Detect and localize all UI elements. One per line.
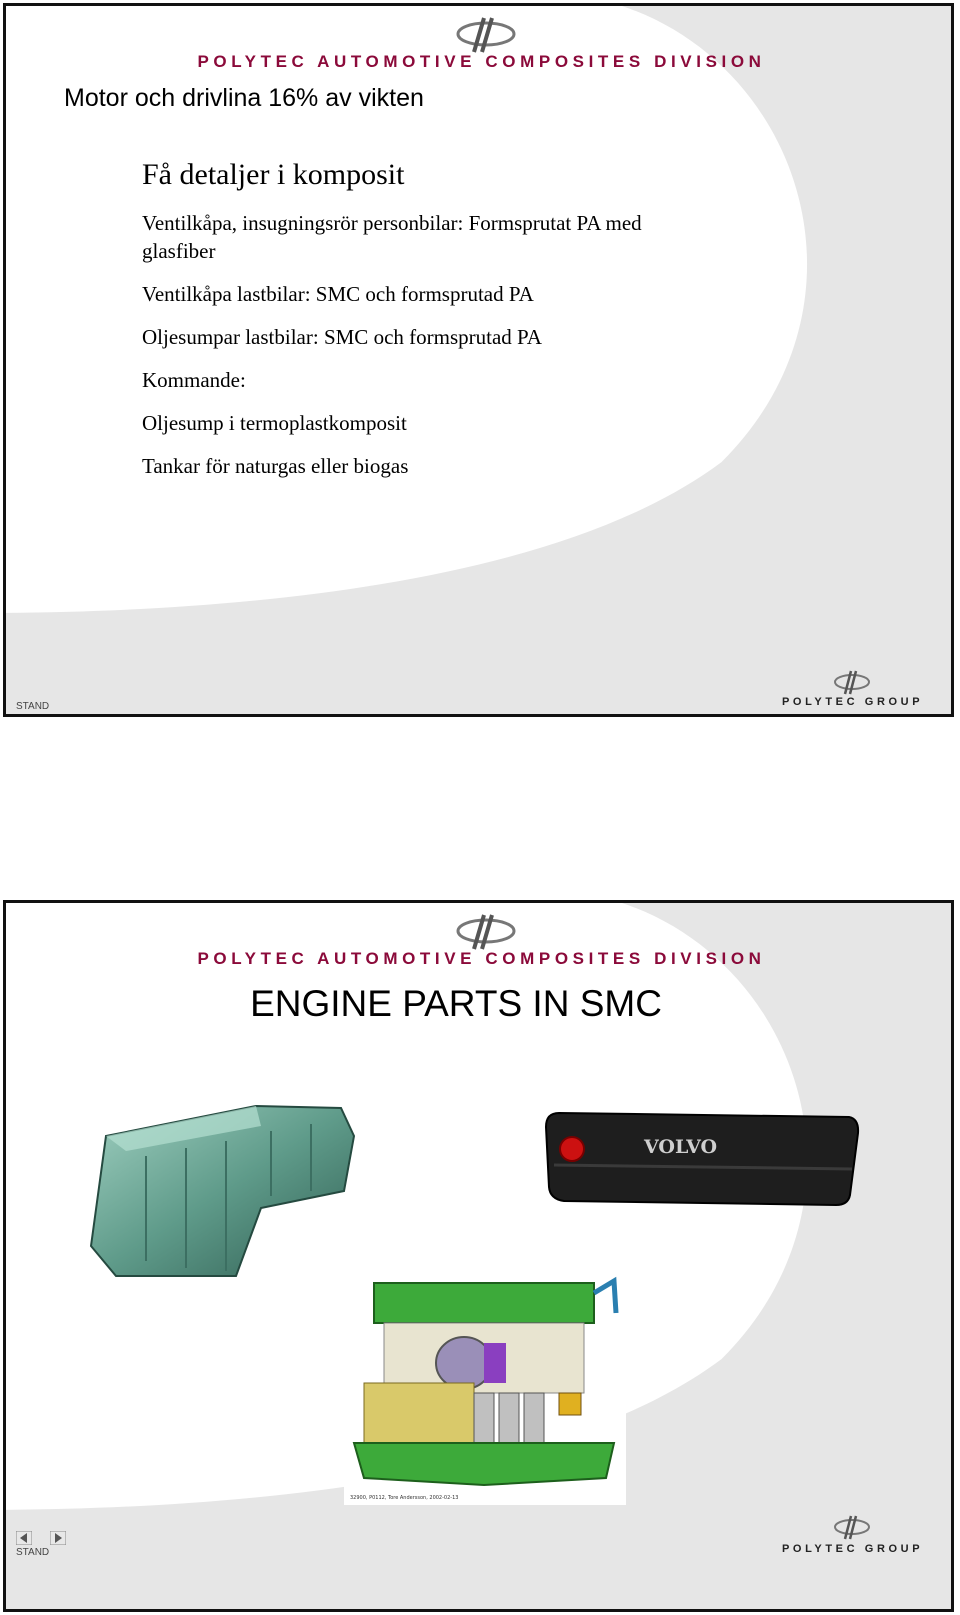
footer-stand-label: STAND (16, 1547, 50, 1558)
bullet-list (142, 209, 702, 495)
polytec-logo-icon (454, 14, 518, 54)
engine-image (344, 1273, 626, 1505)
next-slide-icon[interactable] (50, 1531, 66, 1545)
list-item: Oljesumpar lastbilar: SMC och formsprutad PA (142, 325, 542, 349)
division-title: POLYTEC AUTOMOTIVE COMPOSITES DIVISION (197, 52, 766, 71)
polytec-logo-icon (832, 669, 872, 695)
list-item: Oljesump i termoplastkomposit (142, 411, 407, 435)
footer-stand-label: STAND (16, 701, 50, 712)
division-title: POLYTEC AUTOMOTIVE COMPOSITES DIVISION (197, 949, 766, 968)
footer-group-label: POLYTEC GROUP (782, 1543, 924, 1555)
volvo-brand-text: VOLVO (644, 1136, 718, 1158)
footer-group-label: POLYTEC GROUP (782, 696, 924, 708)
list-item: Tankar för naturgas eller biogas (142, 454, 409, 478)
slide-title: ENGINE PARTS IN SMC (250, 983, 662, 1024)
slide-1 (3, 3, 954, 717)
polytec-logo-icon (832, 1514, 872, 1540)
list-item: Ventilkåpa, insugningsrör personbilar: Formsprutat PA med glasfiber (142, 211, 642, 263)
slide-title: Motor och drivlina 16% av vikten (64, 84, 424, 112)
prev-slide-icon[interactable] (16, 1531, 32, 1545)
slide-2 (3, 900, 954, 1612)
oil-pan-image (86, 1096, 371, 1286)
valve-cover-image (544, 1103, 864, 1213)
list-item: Ventilkåpa lastbilar: SMC och formsprutad PA (142, 282, 534, 306)
slide-heading: Få detaljer i komposit (142, 158, 405, 191)
engine-caption: 32900, P0112, Tore Andersson, 2002-02-13 (350, 1495, 459, 1501)
list-item: Kommande: (142, 368, 246, 392)
polytec-logo-icon (454, 911, 518, 951)
